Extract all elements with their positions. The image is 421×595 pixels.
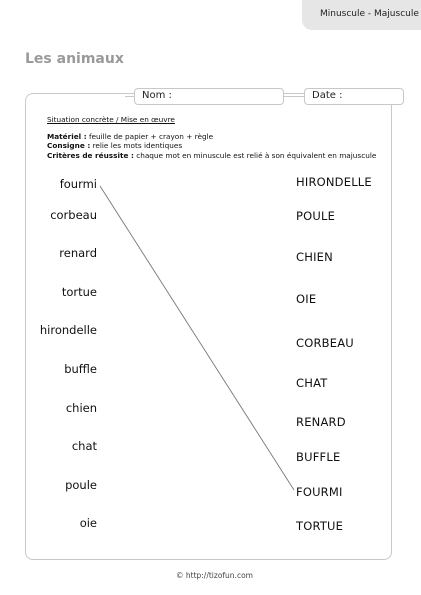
materiel-text: feuille de papier + crayon + règle: [86, 131, 214, 141]
left-word[interactable]: poule: [65, 478, 97, 492]
name-field[interactable]: [134, 88, 284, 105]
right-word[interactable]: BUFFLE: [296, 450, 341, 464]
left-word[interactable]: oie: [79, 516, 97, 530]
right-word[interactable]: POULE: [296, 209, 336, 223]
left-word[interactable]: hirondelle: [39, 323, 97, 337]
name-field-line: [125, 96, 134, 97]
right-word[interactable]: FOURMI: [296, 485, 343, 499]
consigne-line: [47, 141, 376, 151]
date-field-label: Date :: [312, 90, 343, 101]
consigne-label: Consigne :: [47, 141, 91, 151]
right-word[interactable]: CORBEAU: [296, 336, 354, 350]
field-separator-line: [284, 96, 304, 97]
instructions-block: [47, 115, 376, 160]
left-word[interactable]: corbeau: [50, 208, 97, 222]
materiel-line: [47, 132, 376, 142]
left-word[interactable]: fourmi: [59, 177, 97, 191]
right-word[interactable]: CHIEN: [296, 250, 333, 264]
situation-heading: Situation concrète / Mise en œuvre: [47, 115, 175, 124]
left-word[interactable]: renard: [59, 246, 97, 260]
left-word[interactable]: chien: [65, 401, 97, 415]
footer-credit: © http://tizofun.com: [176, 571, 253, 580]
materiel-label: Matériel :: [47, 131, 87, 141]
page-title: Les animaux: [25, 51, 124, 67]
left-word[interactable]: buffle: [64, 362, 97, 376]
date-field[interactable]: [304, 88, 404, 105]
left-word[interactable]: chat: [71, 439, 97, 453]
header-tab-label: Minuscule - Majuscule: [320, 9, 419, 19]
left-word[interactable]: tortue: [61, 285, 97, 299]
right-word[interactable]: OIE: [296, 292, 317, 306]
consigne-text: relie les mots identiques: [90, 141, 183, 151]
criteres-label: Critères de réussite :: [47, 150, 134, 160]
right-word[interactable]: RENARD: [296, 415, 346, 429]
criteres-line: [47, 151, 376, 161]
right-word[interactable]: TORTUE: [296, 519, 344, 533]
right-word[interactable]: CHAT: [296, 376, 328, 390]
criteres-text: chaque mot en minuscule est relié à son équivalent en majuscule: [133, 150, 377, 160]
name-field-label: Nom :: [142, 90, 172, 101]
right-word[interactable]: HIRONDELLE: [296, 175, 372, 189]
